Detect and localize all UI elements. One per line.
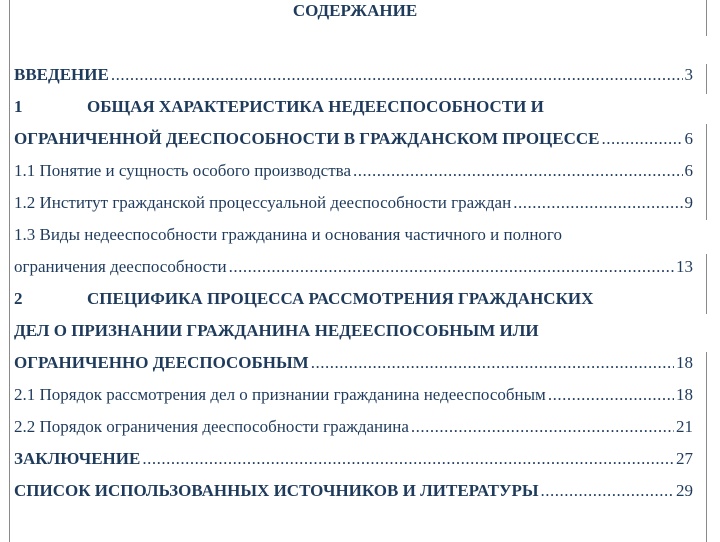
dot-leader	[142, 443, 674, 475]
dot-leader	[513, 187, 682, 219]
toc-entry-title: ОГРАНИЧЕННО ДЕЕСПОСОБНЫМ	[14, 353, 309, 372]
page-edge-right	[706, 254, 707, 314]
toc-entry-conclusion[interactable]	[14, 443, 693, 475]
toc-entry-chapter-1-line-1[interactable]	[14, 91, 693, 123]
chapter-number: 1	[14, 97, 23, 116]
toc-entry-chapter-1-line-2[interactable]	[14, 123, 693, 155]
toc-entry-title: 1.3 Виды недееспособности гражданина и основания частичного и полного	[14, 225, 562, 244]
toc-entry-section-1-3-line-2[interactable]	[14, 251, 693, 283]
toc-page-number: 13	[676, 257, 693, 276]
toc-entry-chapter-2-line-3[interactable]	[14, 347, 693, 379]
toc-page-number: 27	[676, 449, 693, 468]
toc-entry-title: ОГРАНИЧЕННОЙ ДЕЕСПОСОБНОСТИ В ГРАЖДАНСКОМ ПРОЦЕССЕ	[14, 129, 600, 148]
dot-leader	[541, 475, 674, 507]
toc-entry-introduction[interactable]	[14, 59, 693, 91]
toc-entry-title: ОБЩАЯ ХАРАКТЕРИСТИКА НЕДЕЕСПОСОБНОСТИ И	[87, 97, 544, 116]
toc-entry-title: 1.1 Понятие и сущность особого производства	[14, 161, 351, 180]
page-edge-right	[706, 124, 707, 220]
toc-page-number: 6	[684, 161, 693, 180]
toc-page-number: 9	[684, 193, 693, 212]
dot-leader	[548, 379, 674, 411]
toc-entry-title: ограничения дееспособности	[14, 257, 227, 276]
page-edge-right	[706, 64, 707, 94]
toc-page-number: 3	[684, 65, 693, 84]
dot-leader	[111, 59, 683, 91]
toc-entry-section-1-3-line-1[interactable]	[14, 219, 693, 251]
toc-entry-title: 2.1 Порядок рассмотрения дел о признании гражданина недееспособным	[14, 385, 546, 404]
toc-page-number: 6	[684, 129, 693, 148]
toc-entry-section-2-1[interactable]	[14, 379, 693, 411]
toc-entry-references[interactable]	[14, 475, 693, 507]
toc-entry-title: ВВЕДЕНИЕ	[14, 65, 109, 84]
toc-entry-chapter-2-line-2[interactable]	[14, 315, 693, 347]
page-title: СОДЕРЖАНИЕ	[292, 1, 418, 20]
table-of-contents	[14, 59, 693, 507]
toc-entry-title: 1.2 Институт гражданской процессуальной дееспособности граждан	[14, 193, 512, 212]
dot-leader	[353, 155, 683, 187]
toc-entry-title: СПЕЦИФИКА ПРОЦЕССА РАССМОТРЕНИЯ ГРАЖДАНСКИХ	[87, 289, 594, 308]
dot-leader	[311, 347, 674, 379]
toc-entry-title: ЗАКЛЮЧЕНИЕ	[14, 449, 141, 468]
toc-entry-title: СПИСОК ИСПОЛЬЗОВАННЫХ ИСТОЧНИКОВ И ЛИТЕРАТУРЫ	[14, 481, 539, 500]
toc-entry-chapter-2-line-1[interactable]	[14, 283, 693, 315]
toc-page-number: 29	[676, 481, 693, 500]
toc-page-number: 18	[676, 385, 693, 404]
toc-entry-section-1-1[interactable]	[14, 155, 693, 187]
page-edge-left	[9, 0, 10, 542]
dot-leader	[411, 411, 674, 443]
toc-entry-section-2-2[interactable]	[14, 411, 693, 443]
chapter-number: 2	[14, 289, 23, 308]
toc-entry-section-1-2[interactable]	[14, 187, 693, 219]
toc-entry-title: 2.2 Порядок ограничения дееспособности гражданина	[14, 417, 409, 436]
toc-entry-title: ДЕЛ О ПРИЗНАНИИ ГРАЖДАНИНА НЕДЕЕСПОСОБНЫМ ИЛИ	[14, 321, 539, 340]
page-edge-right	[706, 352, 707, 542]
toc-page-number: 21	[676, 417, 693, 436]
dot-leader	[229, 251, 674, 283]
dot-leader	[602, 123, 683, 155]
toc-page-number: 18	[676, 353, 693, 372]
